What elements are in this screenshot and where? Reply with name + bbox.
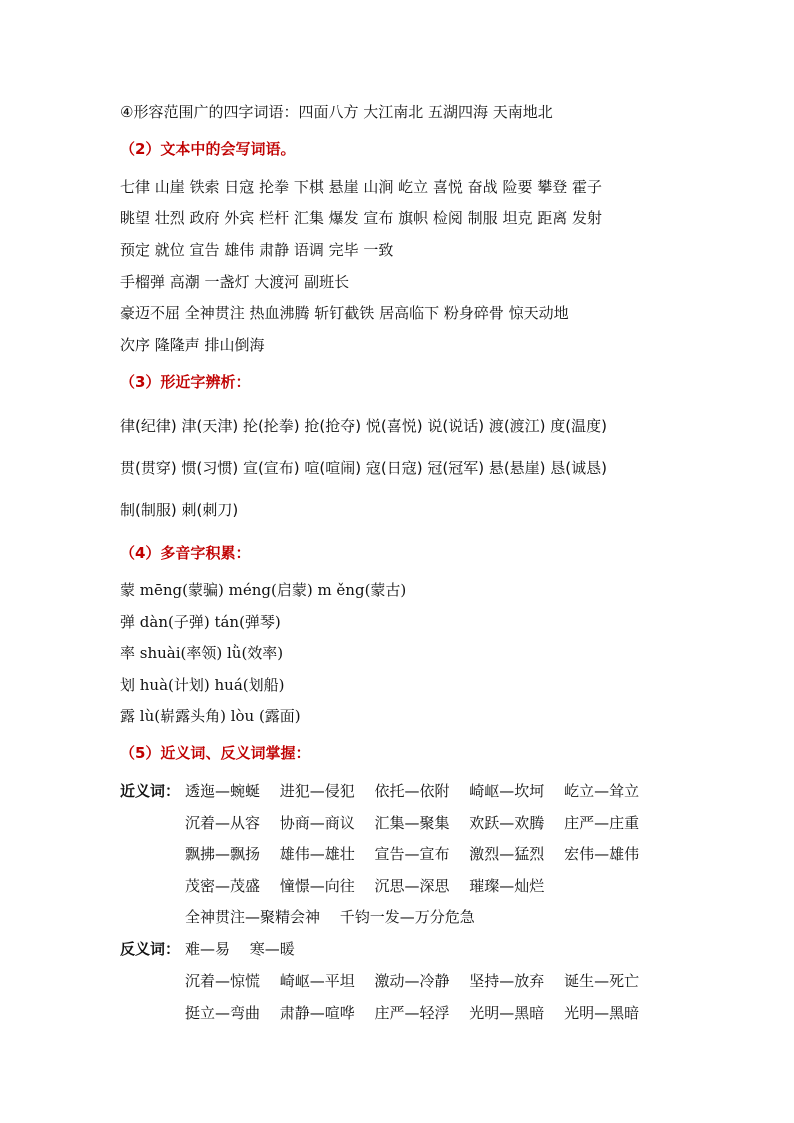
similar-char-line-3: 制(制服) 刺(刺刀): [120, 501, 239, 519]
antonym-line-1: 难—易 寒—暖: [185, 940, 295, 958]
antonym-line-2: 沉着—惊慌 崎岖—平坦 激动—冷静 坚持—放弃 诞生—死亡: [185, 972, 640, 990]
polyphone-line-2: 弹 dàn(子弹) tán(弹琴): [120, 613, 281, 631]
word-line-5: 豪迈不屈 全神贯注 热血沸腾 斩钉截铁 居高临下 粉身碎骨 惊天动地: [120, 304, 569, 322]
similar-char-line-1: 律(纪律) 津(天津) 抡(抡拳) 抢(抢夺) 悦(喜悦) 说(说话) 渡(渡江) 度(温度): [120, 417, 608, 435]
polyphone-line-1: 蒙 mēng(蒙骗) méng(启蒙) m ěng(蒙古): [120, 581, 407, 599]
synonym-line-2: 沉着—从容 协商—商议 汇集—聚集 欢跃—欢腾 庄严—庄重: [185, 814, 640, 832]
synonym-line-1: 透迤—蜿蜒 进犯—侵犯 依托—依附 崎岖—坎坷 屹立—耸立: [185, 782, 640, 800]
section-heading-5: （5）近义词、反义词掌握：: [120, 744, 311, 762]
similar-char-line-2: 贯(贯穿) 惯(习惯) 宣(宣布) 喧(喧闹) 寇(日寇) 冠(冠军) 悬(悬崖) 恳(诚恳): [120, 459, 608, 477]
word-line-3: 预定 就位 宣告 雄伟 肃静 语调 完毕 一致: [120, 241, 394, 259]
antonym-line-3: 挺立—弯曲 肃静—喧哗 庄严—轻浮 光明—黑暗 光明—黑暗: [185, 1004, 640, 1022]
section-heading-4: （4）多音字积累：: [120, 544, 251, 562]
word-line-2: 眺望 壮烈 政府 外宾 栏杆 汇集 爆发 宣布 旗帜 检阅 制服 坦克 距离 发射: [120, 209, 602, 227]
four-char-words-line: ④形容范围广的四字词语：四面八方 大江南北 五湖四海 天南地北: [120, 103, 553, 121]
antonyms-label: 反义词：: [120, 940, 181, 958]
polyphone-line-5: 露 lù(崭露头角) lòu (露面): [120, 707, 301, 725]
word-line-1: 七律 山崖 铁索 日寇 抡拳 下棋 悬崖 山涧 屹立 喜悦 奋战 险要 攀登 霍子: [120, 178, 602, 196]
section-heading-3: （3）形近字辨析：: [120, 373, 251, 391]
synonyms-label: 近义词：: [120, 782, 181, 800]
word-line-4: 手榴弹 高潮 一盏灯 大渡河 副班长: [120, 273, 350, 291]
polyphone-line-3: 率 shuài(率领) lǜ(效率): [120, 644, 284, 662]
synonym-line-3: 飘拂—飘扬 雄伟—雄壮 宣告—宣布 激烈—猛烈 宏伟—雄伟: [185, 845, 640, 863]
synonym-line-4: 茂密—茂盛 憧憬—向往 沉思—深思 璀璨—灿烂: [185, 877, 545, 895]
polyphone-line-4: 划 huà(计划) huá(划船): [120, 676, 285, 694]
synonym-line-5: 全神贯注—聚精会神 千钧一发—万分危急: [185, 908, 475, 926]
word-line-6: 次序 隆隆声 排山倒海: [120, 336, 265, 354]
section-heading-2: （2）文本中的会写词语。: [120, 140, 296, 158]
